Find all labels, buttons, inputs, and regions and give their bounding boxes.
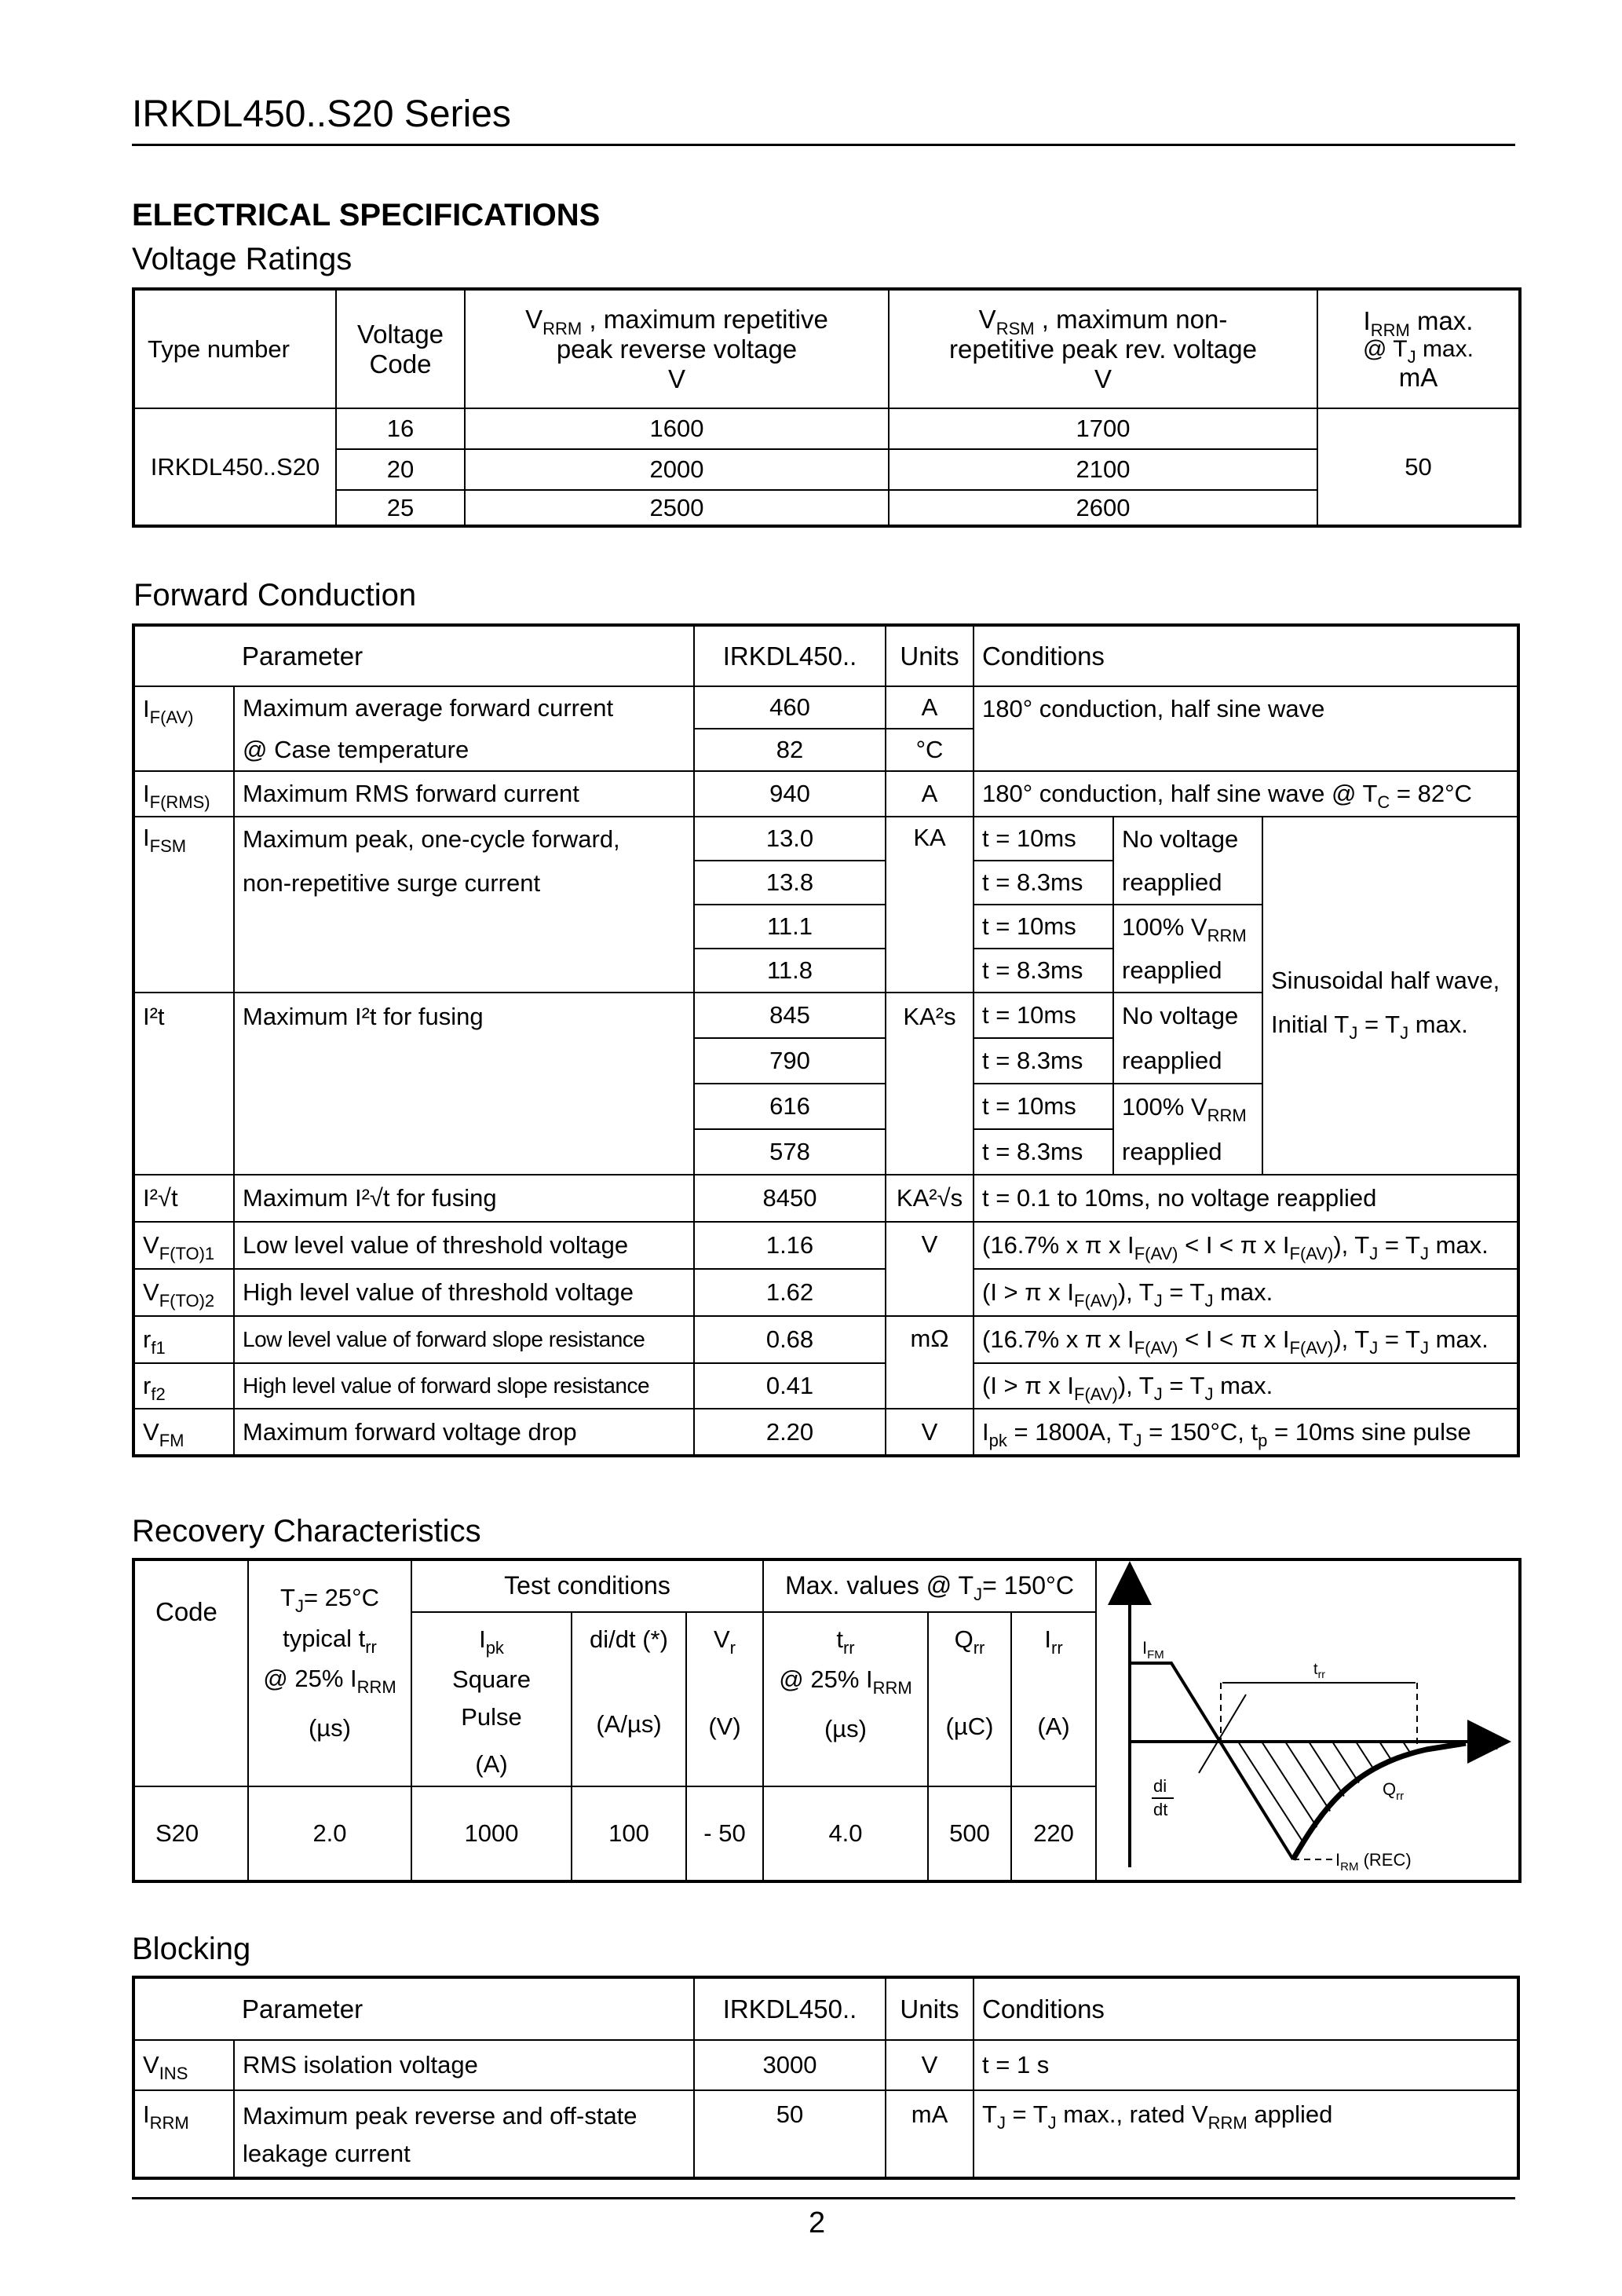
tj-header: $T_J= 25^\circ C$ — [248, 1559, 411, 1612]
ifsm-reapplied: reapplied — [1113, 861, 1262, 905]
type-number-cell: IRKDL450..S20 — [133, 408, 336, 526]
vins-unit: V — [886, 2040, 974, 2090]
recovery-header-row — [133, 1559, 1520, 1612]
irrm-row — [133, 2090, 1518, 2178]
i2rt-symbol: I²√t — [133, 1175, 234, 1222]
rf1-description: Low level value of forward slope resistance — [234, 1316, 694, 1363]
max-values-header: Max. values @ $T_J= 150^\circ C$ — [763, 1559, 1096, 1612]
vfm-unit: V — [886, 1409, 974, 1456]
i2rt-condition: t = 0.1 to 10ms, no voltage reapplied — [974, 1175, 1518, 1222]
i2t-value: 616 — [694, 1084, 886, 1129]
voltage-header-row — [133, 289, 1520, 408]
vins-symbol: $V_{INS}$ — [133, 2040, 234, 2090]
i2t-time: t = 10ms — [974, 993, 1113, 1038]
blocking-table — [132, 1976, 1520, 2180]
ifrms-unit: A — [886, 771, 974, 817]
vrrm-header: $V_{RRM}$ , maximum repetitive peak reverse voltage V — [465, 289, 889, 408]
recovery-title: Recovery Characteristics — [132, 1514, 481, 1548]
ipk-header: $I_{pk}$ Square Pulse (A) — [411, 1612, 572, 1786]
recovery-curve — [1293, 1743, 1466, 1859]
rf2-value: 0.41 — [694, 1363, 886, 1409]
ifrms-condition: 180° conduction, half sine wave @ $T_C = 82^\circ C$ — [974, 771, 1518, 817]
blocking-header-row — [133, 1977, 1518, 2040]
shaded-region-qrr — [1215, 1742, 1489, 1875]
ipk-cell: 1000 — [411, 1786, 572, 1881]
typical-trr-cell: 2.0 — [248, 1786, 411, 1881]
header-title: IRKDL450..S20 Series — [132, 93, 511, 135]
di-label: di — [1153, 1776, 1167, 1796]
i2t-time: t = 10ms — [974, 1084, 1113, 1129]
rf1-symbol: $r_{f1}$ — [133, 1316, 234, 1363]
voltage-ratings-title: Voltage Ratings — [132, 242, 353, 276]
voltage-code-cell: 25 — [336, 490, 465, 526]
ifav-symbol: $I_{F(AV)}$ — [133, 686, 234, 771]
ifsm-description: Maximum peak, one-cycle forward, non-repetitive surge current — [234, 817, 694, 993]
i2t-unit: KA²s — [886, 993, 974, 1175]
ifsm-unit: KA — [886, 817, 974, 993]
trr-label: $t_{rr}$ — [1313, 1661, 1325, 1680]
i2t-reapplied: reapplied — [1113, 1129, 1262, 1175]
trr-cell: 4.0 — [763, 1786, 928, 1881]
vins-value: 3000 — [694, 2040, 886, 2090]
ifrms-symbol: $I_{F(RMS)}$ — [133, 771, 234, 817]
voltage-row — [133, 490, 1520, 526]
forward-header-row — [133, 625, 1518, 686]
vfto1-condition: (16.7% x π x $I_{F(AV)} < I < \pi$ x $I_{F(AV)}$), $T_J = T_J$ max. — [974, 1222, 1518, 1269]
i2rt-unit: KA²√s — [886, 1175, 974, 1222]
i2t-time: t = 8.3ms — [974, 1129, 1113, 1175]
qrr-cell: 500 — [928, 1786, 1011, 1881]
symbol-header — [133, 625, 234, 686]
i2t-pct-vrrm: 100% $V_{RRM}$ — [1113, 1084, 1262, 1129]
vfm-symbol: $V_{FM}$ — [133, 1409, 234, 1456]
vr-cell: - 50 — [686, 1786, 763, 1881]
vfto1-value: 1.16 — [694, 1222, 886, 1269]
rf1-condition: (16.7% x π x $I_{F(AV)} < I < \pi$ x $I_{F(AV)}$), $T_J = T_J$ max. — [974, 1316, 1518, 1363]
typical-trr-header: typical $t_{rr}$ @ 25% $I_{RRM}$ (µs) — [248, 1612, 411, 1786]
irrm-value: 50 — [694, 2090, 886, 2178]
part-header: IRKDL450.. — [694, 625, 886, 686]
vfto1-row — [133, 1222, 1518, 1269]
units-header: Units — [886, 625, 974, 686]
vins-condition: t = 1 s — [974, 2040, 1518, 2090]
ifsm-time: t = 8.3ms — [974, 861, 1113, 905]
blocking-title: Blocking — [132, 1932, 251, 1966]
time-axis-label: t — [1492, 1733, 1498, 1754]
code-cell: S20 — [133, 1786, 248, 1881]
dt-label: dt — [1153, 1800, 1168, 1819]
i2t-value: 845 — [694, 993, 886, 1038]
section-title: ELECTRICAL SPECIFICATIONS — [132, 198, 601, 232]
vins-row — [133, 2040, 1518, 2090]
i2t-symbol: I²t — [133, 993, 234, 1175]
ifsm-value: 11.8 — [694, 949, 886, 993]
case-temp-value: 82 — [694, 729, 886, 771]
ifsm-time: t = 10ms — [974, 817, 1113, 861]
ifsm-time: t = 8.3ms — [974, 949, 1113, 993]
qrr-header: $Q_{rr}$ (µC) — [928, 1612, 1011, 1786]
ifsm-value: 13.8 — [694, 861, 886, 905]
vfm-row — [133, 1409, 1518, 1456]
conditions-header: Conditions — [974, 1977, 1518, 2040]
forward-conduction-table — [132, 623, 1520, 1457]
ifrms-description: Maximum RMS forward current — [234, 771, 694, 817]
i2rt-value: 8450 — [694, 1175, 886, 1222]
vfm-description: Maximum forward voltage drop — [234, 1409, 694, 1456]
part-header: IRKDL450.. — [694, 1977, 886, 2040]
case-temp-unit: °C — [886, 729, 974, 771]
irrm-symbol: $I_{RRM}$ — [133, 2090, 234, 2178]
forward-conduction-title: Forward Conduction — [133, 578, 417, 612]
irrm-description: Maximum peak reverse and off-state leakage current — [234, 2090, 694, 2178]
ifsm-no-voltage: No voltage — [1113, 817, 1262, 861]
vrsm-cell: 2600 — [889, 490, 1317, 526]
i2rt-row — [133, 1175, 1518, 1222]
vfm-condition: $I_{pk} = 1800A$, $T_J = 150^\circ C$, $t_p = 10ms$ sine pulse — [974, 1409, 1518, 1456]
recovery-diagram-cell — [1096, 1559, 1520, 1881]
conditions-header: Conditions — [974, 625, 1518, 686]
vfm-value: 2.20 — [694, 1409, 886, 1456]
recovery-table — [132, 1558, 1522, 1883]
irrm-cell: 50 — [1317, 408, 1520, 526]
i2t-description: Maximum I²t for fusing — [234, 993, 694, 1175]
i2t-reapplied: reapplied — [1113, 1038, 1262, 1084]
irrm-unit: mA — [886, 2090, 974, 2178]
ifsm-value: 13.0 — [694, 817, 886, 861]
test-conditions-header: Test conditions — [411, 1559, 763, 1612]
current-waveform — [1130, 1663, 1293, 1859]
i2t-value: 790 — [694, 1038, 886, 1084]
rf1-value: 0.68 — [694, 1316, 886, 1363]
rf2-description: High level value of forward slope resistance — [234, 1363, 694, 1409]
ifav-description: Maximum average forward current — [234, 686, 694, 729]
footer-rule — [132, 2197, 1515, 2199]
units-header: Units — [886, 1977, 974, 2040]
vrrm-cell: 2000 — [465, 449, 889, 490]
parameter-header: Parameter — [234, 1977, 694, 2040]
rf2-row — [133, 1363, 1518, 1409]
header-rule — [132, 144, 1515, 146]
vins-description: RMS isolation voltage — [234, 2040, 694, 2090]
voltage-row — [133, 449, 1520, 490]
i2t-no-voltage: No voltage — [1113, 993, 1262, 1038]
irr-cell: 220 — [1011, 1786, 1096, 1881]
vrsm-cell: 2100 — [889, 449, 1317, 490]
didt-cell: 100 — [572, 1786, 686, 1881]
ifsm-symbol: $I_{FSM}$ — [133, 817, 234, 993]
vfto1-description: Low level value of threshold voltage — [234, 1222, 694, 1269]
irrm-condition: $T_J = T_J$ max., rated $V_{RRM}$ applied — [974, 2090, 1518, 2178]
ifrms-row — [133, 771, 1518, 817]
vfto2-description: High level value of threshold voltage — [234, 1269, 694, 1316]
symbol-header — [133, 1977, 234, 2040]
voltage-code-cell: 20 — [336, 449, 465, 490]
ifsm-reapplied: reapplied — [1113, 949, 1262, 993]
ifsm-value: 11.1 — [694, 905, 886, 949]
vfto2-symbol: $V_{F(TO)2}$ — [133, 1269, 234, 1316]
irm-label: $I_{RM}$ (REC) — [1335, 1850, 1412, 1874]
i2rt-description: Maximum I²√t for fusing — [234, 1175, 694, 1222]
parameter-header: Parameter — [234, 625, 694, 686]
ifav-value: 460 — [694, 686, 886, 729]
vrrm-cell: 2500 — [465, 490, 889, 526]
vrsm-header: $V_{RSM}$ , maximum non- repetitive peak rev. voltage V — [889, 289, 1317, 408]
vfto2-value: 1.62 — [694, 1269, 886, 1316]
ifsm-time: t = 10ms — [974, 905, 1113, 949]
di-dt-tangent — [1199, 1695, 1246, 1773]
voltage-code-cell: 16 — [336, 408, 465, 449]
i2t-time: t = 8.3ms — [974, 1038, 1113, 1084]
rf-unit: mΩ — [886, 1316, 974, 1409]
vrsm-cell: 1700 — [889, 408, 1317, 449]
trr-header: $t_{rr}$ @ 25% $I_{RRM}$ (µs) — [763, 1612, 928, 1786]
ifav-condition: 180° conduction, half sine wave — [974, 686, 1518, 771]
ifm-label: $I_{FM}$ — [1142, 1638, 1164, 1662]
ifsm-pct-vrrm: 100% $V_{RRM}$ — [1113, 905, 1262, 949]
i2t-value: 578 — [694, 1129, 886, 1175]
type-number-header: Type number — [133, 289, 336, 408]
code-header: Code — [133, 1559, 248, 1786]
rf1-row — [133, 1316, 1518, 1363]
rf2-symbol: $r_{f2}$ — [133, 1363, 234, 1409]
ifsm-row — [133, 817, 1518, 861]
irrm-header: $I_{RRM}$ max. @ $T_J$ max. mA — [1317, 289, 1520, 408]
voltage-ratings-table — [132, 287, 1522, 528]
irr-header: $I_{rr}$ (A) — [1011, 1612, 1096, 1786]
sinusoidal-condition: Sinusoidal half wave, Initial $T_J = T_J$ max. — [1262, 817, 1518, 1175]
vfto1-symbol: $V_{F(TO)1}$ — [133, 1222, 234, 1269]
ifrms-value: 940 — [694, 771, 886, 817]
ifav-row — [133, 686, 1518, 729]
vfto2-condition: (I > π x $I_{F(AV)}$), $T_J = T_J$ max. — [974, 1269, 1518, 1316]
vr-header: $V_r$ (V) — [686, 1612, 763, 1786]
vfto-unit: V — [886, 1222, 974, 1316]
vfto2-row — [133, 1269, 1518, 1316]
rf2-condition: (I > π x $I_{F(AV)}$), $T_J = T_J$ max. — [974, 1363, 1518, 1409]
qrr-label: $Q_{rr}$ — [1383, 1779, 1405, 1803]
page-number: 2 — [809, 2206, 826, 2239]
ifav-unit: A — [886, 686, 974, 729]
case-temp-description: @ Case temperature — [234, 729, 694, 771]
voltage-code-header: Voltage Code — [336, 289, 465, 408]
vrrm-cell: 1600 — [465, 408, 889, 449]
reverse-recovery-diagram — [1097, 1561, 1521, 1880]
didt-header: di/dt (*) (A/µs) — [572, 1612, 686, 1786]
voltage-row — [133, 408, 1520, 449]
